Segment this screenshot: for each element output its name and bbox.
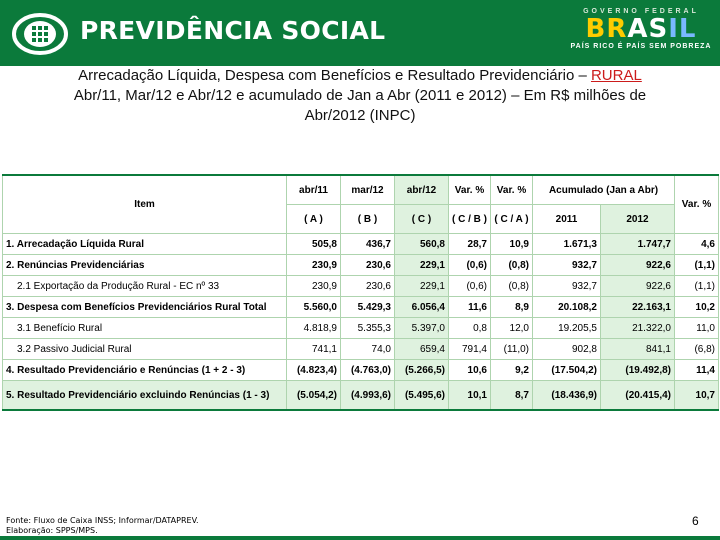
cell-cb: 791,4	[449, 339, 491, 360]
cell-a: 741,1	[287, 339, 341, 360]
cell-c: (5.266,5)	[395, 360, 449, 381]
header-a: ( A )	[287, 205, 341, 234]
cell-var: (1,1)	[675, 276, 719, 297]
row-label: 3.2 Passivo Judicial Rural	[3, 339, 287, 360]
cell-var: 11,0	[675, 318, 719, 339]
cell-a: 505,8	[287, 234, 341, 255]
cell-c: 659,4	[395, 339, 449, 360]
cell-b: (4.763,0)	[341, 360, 395, 381]
cell-2011: 1.671,3	[533, 234, 601, 255]
cell-b: 5.429,3	[341, 297, 395, 318]
brasil-part-2: AS	[627, 14, 669, 44]
cell-c: 6.056,4	[395, 297, 449, 318]
table-row	[3, 234, 719, 255]
cell-2011: 20.108,2	[533, 297, 601, 318]
cell-ca: 8,7	[491, 381, 533, 411]
row-label: 1. Arrecadação Líquida Rural	[3, 234, 287, 255]
title-line-2: Abr/11, Mar/12 e Abr/12 e acumulado de Jan a Abr (2011 e 2012) – Em R$ milhões de	[73, 87, 647, 104]
row-label: 3. Despesa com Benefícios Previdenciários Rural Total	[3, 297, 287, 318]
cell-b: 5.355,3	[341, 318, 395, 339]
table-row	[3, 276, 719, 297]
header-cb: ( C / B )	[449, 205, 491, 234]
cell-cb: 10,6	[449, 360, 491, 381]
header-2011: 2011	[533, 205, 601, 234]
header-2012: 2012	[601, 205, 675, 234]
cell-b: 74,0	[341, 339, 395, 360]
brand-title: PREVIDÊNCIA SOCIAL	[80, 16, 386, 45]
cell-2012: (19.492,8)	[601, 360, 675, 381]
title-line-1	[20, 66, 700, 86]
row-label: 5. Resultado Previdenciário excluindo Renúncias (1 - 3)	[3, 381, 287, 411]
cell-c: (5.495,6)	[395, 381, 449, 411]
cell-2011: (17.504,2)	[533, 360, 601, 381]
table-row	[3, 255, 719, 276]
cell-c: 560,8	[395, 234, 449, 255]
table-row	[3, 339, 719, 360]
cell-2012: 841,1	[601, 339, 675, 360]
cell-2011: 19.205,5	[533, 318, 601, 339]
cell-var: 10,2	[675, 297, 719, 318]
cell-c: 229,1	[395, 276, 449, 297]
header-var-cb: Var. %	[449, 175, 491, 205]
cell-2012: 22.163,1	[601, 297, 675, 318]
header-abr11: abr/11	[287, 175, 341, 205]
gov-top-label: GOVERNO FEDERAL	[583, 8, 699, 15]
cell-2011: 932,7	[533, 255, 601, 276]
cell-cb: 28,7	[449, 234, 491, 255]
cell-cb: 11,6	[449, 297, 491, 318]
brasil-wordmark	[568, 16, 714, 42]
cell-2012: 1.747,7	[601, 234, 675, 255]
cell-2012: 21.322,0	[601, 318, 675, 339]
row-label: 2. Renúncias Previdenciárias	[3, 255, 287, 276]
cell-a: 230,9	[287, 255, 341, 276]
title-line-3: Abr/2012 (INPC)	[304, 107, 416, 124]
cell-ca: 10,9	[491, 234, 533, 255]
table-row	[3, 360, 719, 381]
cell-2011: 932,7	[533, 276, 601, 297]
brasil-part-1: BR	[585, 14, 628, 44]
cell-b: 230,6	[341, 255, 395, 276]
cell-a: (5.054,2)	[287, 381, 341, 411]
cell-2011: (18.436,9)	[533, 381, 601, 411]
header-var-acum: Var. %	[675, 175, 719, 234]
cell-var: (1,1)	[675, 255, 719, 276]
cell-ca: (11,0)	[491, 339, 533, 360]
cell-a: (4.823,4)	[287, 360, 341, 381]
row-label: 2.1 Exportação da Produção Rural - EC nº 33	[3, 276, 287, 297]
header-acumulado: Acumulado (Jan a Abr)	[533, 175, 675, 205]
cell-2012: 922,6	[601, 276, 675, 297]
cell-b: 230,6	[341, 276, 395, 297]
table-row	[3, 381, 719, 411]
gov-tagline: PAÍS RICO É PAÍS SEM POBREZA	[570, 43, 712, 50]
cell-a: 230,9	[287, 276, 341, 297]
cell-ca: (0,8)	[491, 255, 533, 276]
header-abr12: abr/12	[395, 175, 449, 205]
cell-cb: (0,6)	[449, 255, 491, 276]
previdencia-logo-icon	[12, 12, 68, 56]
cell-ca: 9,2	[491, 360, 533, 381]
header-band	[0, 0, 720, 66]
cell-var: 10,7	[675, 381, 719, 411]
bottom-bar	[0, 536, 720, 540]
title-highlight: RURAL	[590, 67, 642, 84]
cell-c: 5.397,0	[395, 318, 449, 339]
governo-federal-logo	[568, 6, 714, 62]
cell-2011: 902,8	[533, 339, 601, 360]
cell-b: 436,7	[341, 234, 395, 255]
cell-2012: (20.415,4)	[601, 381, 675, 411]
header-b: ( B )	[341, 205, 395, 234]
cell-2012: 922,6	[601, 255, 675, 276]
elaboration-line: Elaboração: SPPS/MPS.	[6, 526, 98, 535]
cell-cb: (0,6)	[449, 276, 491, 297]
row-label: 4. Resultado Previdenciário e Renúncias (1 + 2 - 3)	[3, 360, 287, 381]
cell-a: 4.818,9	[287, 318, 341, 339]
header-var-ca: Var. %	[491, 175, 533, 205]
slide-title	[20, 66, 700, 126]
header-ca: ( C / A )	[491, 205, 533, 234]
cell-ca: 8,9	[491, 297, 533, 318]
brasil-part-3: IL	[668, 14, 697, 44]
header-item: Item	[3, 175, 287, 234]
header-mar12: mar/12	[341, 175, 395, 205]
cell-var: 4,6	[675, 234, 719, 255]
cell-var: (6,8)	[675, 339, 719, 360]
table-row	[3, 318, 719, 339]
source-line: Fonte: Fluxo de Caixa INSS; Informar/DATAPREV.	[6, 516, 199, 525]
cell-cb: 0,8	[449, 318, 491, 339]
cell-c: 229,1	[395, 255, 449, 276]
data-table	[2, 174, 719, 411]
title-line-1-text: Arrecadação Líquida, Despesa com Benefícios e Resultado Previdenciário –	[78, 67, 591, 84]
source-note	[6, 516, 199, 536]
cell-b: (4.993,6)	[341, 381, 395, 411]
page-number: 6	[692, 514, 699, 528]
cell-cb: 10,1	[449, 381, 491, 411]
cell-a: 5.560,0	[287, 297, 341, 318]
cell-var: 11,4	[675, 360, 719, 381]
table-row	[3, 297, 719, 318]
cell-ca: (0,8)	[491, 276, 533, 297]
row-label: 3.1 Benefício Rural	[3, 318, 287, 339]
cell-ca: 12,0	[491, 318, 533, 339]
header-c: ( C )	[395, 205, 449, 234]
